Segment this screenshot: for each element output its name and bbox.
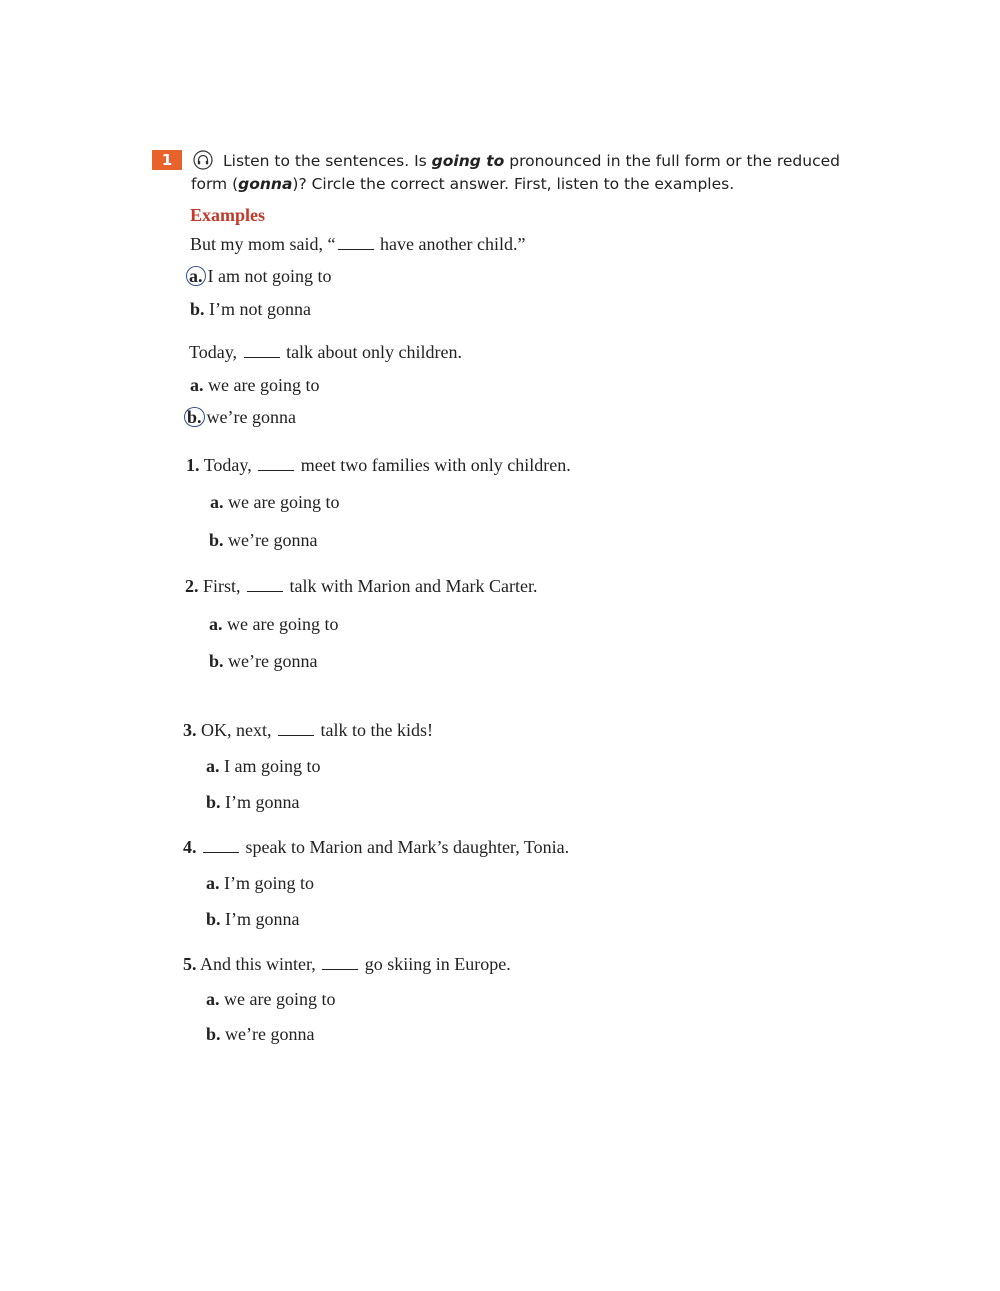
question-2-option-b[interactable]: b. we’re gonna [209,651,318,671]
answer-blank [258,469,294,471]
answer-blank [244,356,280,358]
question-4: 4. speak to Marion and Mark’s daughter, Tonia. [183,837,570,857]
example-2-option-b[interactable]: b. we’re gonna [184,407,296,428]
example-2-option-a[interactable]: a. we are going to [190,375,320,395]
circled-answer: b. [184,407,205,427]
instruction-line-1: Listen to the sentences. Is going to pronounced in the full form or the reduced [223,152,840,170]
example-1-sentence: But my mom said, “ have another child.” [190,234,526,254]
example-1-option-b[interactable]: b. I’m not gonna [190,299,311,319]
question-3-option-b[interactable]: b. I’m gonna [206,792,300,812]
question-2: 2. First, talk with Marion and Mark Carter. [185,576,538,596]
answer-blank [278,734,314,736]
question-3-option-a[interactable]: a. I am going to [206,756,321,776]
exercise-number-badge: 1 [152,150,182,170]
circled-answer: a. [186,266,206,286]
question-2-option-a[interactable]: a. we are going to [209,614,339,634]
question-3: 3. OK, next, talk to the kids! [183,720,433,740]
answer-blank [338,248,374,250]
question-4-option-a[interactable]: a. I’m going to [206,873,314,893]
question-5-option-b[interactable]: b. we’re gonna [206,1024,315,1044]
question-1: 1. Today, meet two families with only children. [186,455,571,475]
example-1-option-a[interactable]: a. I am not going to [186,266,332,287]
answer-blank [322,968,358,970]
answer-blank [247,590,283,592]
answer-blank [203,851,239,853]
question-4-option-b[interactable]: b. I’m gonna [206,909,300,929]
question-1-option-a[interactable]: a. we are going to [210,492,340,512]
question-5-option-a[interactable]: a. we are going to [206,989,336,1009]
examples-heading: Examples [190,205,266,225]
example-2-sentence: Today, talk about only children. [189,342,463,362]
question-5: 5. And this winter, go skiing in Europe. [183,954,511,974]
headphones-icon[interactable] [193,150,213,170]
question-1-option-b[interactable]: b. we’re gonna [209,530,318,550]
instruction-line-2: form (gonna)? Circle the correct answer. First, listen to the examples. [191,175,735,193]
